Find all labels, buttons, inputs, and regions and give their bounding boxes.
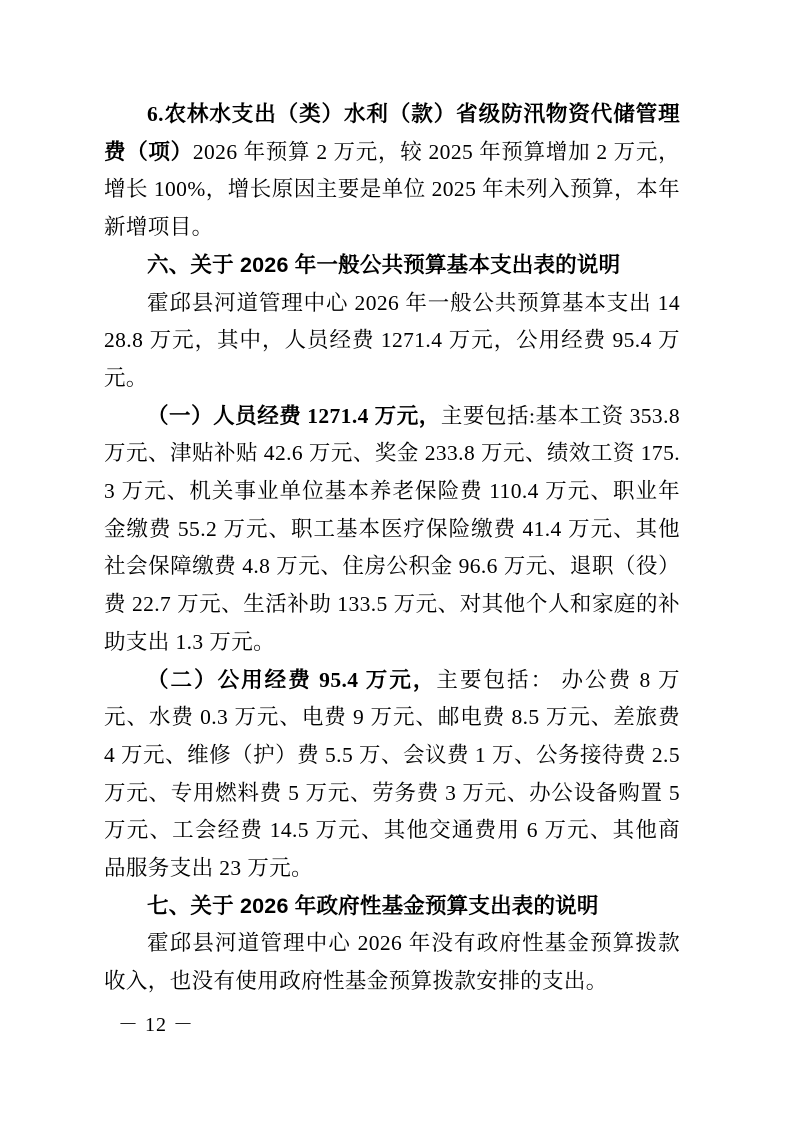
page-number: － 12 － [118,1014,194,1036]
para-personnel-funds [104,398,680,662]
page-footer [118,1012,194,1038]
heading-section-6 [104,247,680,285]
para-public-funds [104,662,680,888]
para-item-6-flood-material-fee [104,96,680,247]
heading-section-7-bold-run: 七、关于 2026 年政府性基金预算支出表的说明 [147,893,599,918]
para-gov-fund-statement-text-run: 霍邱县河道管理中心 2026 年没有政府性基金预算拨款收入，也没有使用政府性基金预算拨款安排的支出。 [104,931,680,994]
para-basic-expenditure-total-text-run: 霍邱县河道管理中心 2026 年一般公共预算基本支出 1428.8 万元，其中，人员经费 1271.4 万元，公用经费 95.4 万元。 [104,290,680,390]
para-public-funds-bold-run: （二）公用经费 95.4 万元， [147,667,437,692]
para-personnel-funds-text-run: 主要包括:基本工资 353.8 万元、津贴补贴 42.6 万元、奖金 233.8 万元、绩效工资 175.3 万元、机关事业单位基本养老保险费 110.4 万元、职业年金缴费 55.2 万元、职工基本医疗保险缴费 41.4 万元、其他社会保障缴费 4.8 万元、住房公积金 96.6 万元、退职（役）费 22.7 万元、生活补助 133.5 万元、对其他个人和家庭的补助支出 1.3 万元。 [104,403,681,654]
heading-section-6-bold-run: 六、关于 2026 年一般公共预算基本支出表的说明 [147,252,621,277]
para-item-6-flood-material-fee-bold-run: 6.农林水支出（类）水利（款）省级防汛物资代储管理费（项） [104,102,680,164]
heading-section-7 [104,888,680,926]
para-personnel-funds-bold-run: （一）人员经费 1271.4 万元， [147,403,441,428]
para-public-funds-text-run: 主要包括： 办公费 8 万元、水费 0.3 万元、电费 9 万元、邮电费 8.5 万元、差旅费 4 万元、维修（护）费 5.5 万、会议费 1 万、公务接待费 2.5 万元、专用燃料费 5 万元、劳务费 3 万元、办公设备购置 5 万元、工会经费 14.5 万元、其他交通费用 6 万元、其他商品服务支出 23 万元。 [104,667,680,881]
para-basic-expenditure-total [104,285,680,398]
para-gov-fund-statement [104,925,680,1000]
document-body [104,96,680,1001]
para-item-6-flood-material-fee-text-run: 2026 年预算 2 万元，较 2025 年预算增加 2 万元，增长 100%，增长原因主要是单位 2025 年未列入预算，本年新增项目。 [104,139,680,240]
